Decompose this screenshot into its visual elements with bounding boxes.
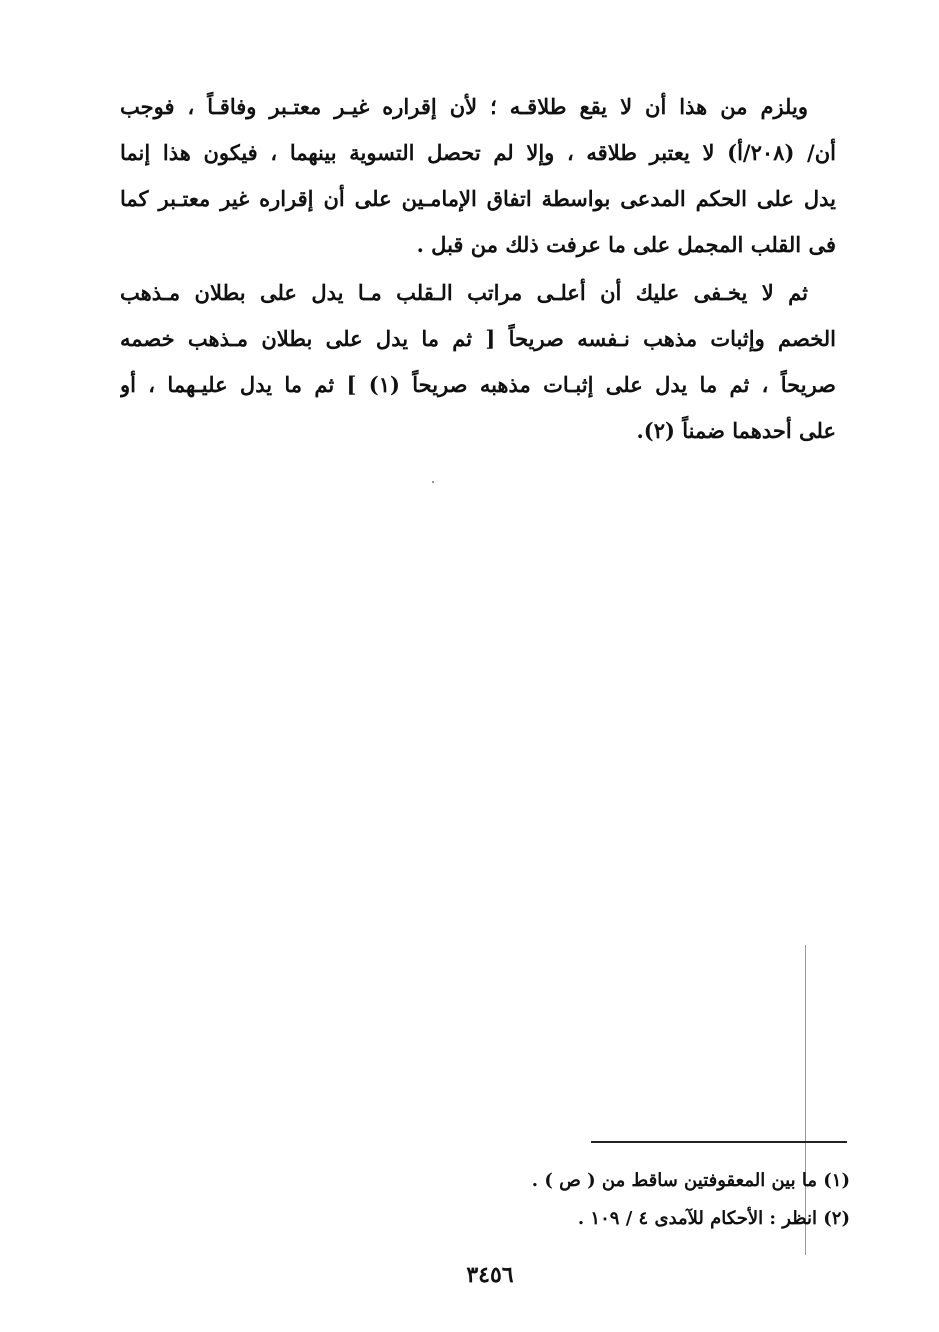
text-line: على أحدهما ضمناً (٢). [636, 418, 836, 443]
paragraph-1 [120, 84, 836, 268]
main-text [120, 84, 836, 454]
text-line: صريحاً ، ثم ما يدل على إثبـات مذهبه صريحاً (١) ] ثم ما يدل عليـهما ، أو [120, 372, 836, 397]
paragraph-2 [120, 270, 836, 454]
text-line: الخصم وإثبات مذهب نـفسه صريحاً [ ثم ما يدل على بطلان مـذهب خصمه [120, 326, 836, 351]
text-line: يدل على الحكم المدعى بواسطة اتفاق الإمامـين على أن إقراره غير معتـبر كما [120, 186, 836, 211]
footnotes [500, 1162, 850, 1238]
text-line: أن/ (٢٠٨/أ) لا يعتبر طلاقه ، وإلا لم تحصل التسوية بينهما ، فيكون هذا إنما [120, 140, 836, 165]
scan-speck [432, 481, 434, 483]
text-line: ثم لا يخـفى عليك أن أعلـى مراتب الـقلب مـا يدل على بطلان مـذهب [120, 280, 808, 305]
footnote-2: (٢) انظر : الأحكام للآمدى ٤ / ١٠٩ . [577, 1208, 850, 1229]
page-number: ٣٤٥٦ [466, 1262, 514, 1288]
text-line: فى القلب المجمل على ما عرفت ذلك من قبل . [416, 232, 836, 257]
footnote-separator [591, 1141, 847, 1143]
text-line: ويلزم من هذا أن لا يقع طلاقـه ؛ لأن إقراره غيـر معتـبر وفاقـاً ، فوجب [120, 94, 808, 119]
footnote-1: (١) ما بين المعقوفتين ساقط من ( ص ) . [531, 1170, 850, 1191]
